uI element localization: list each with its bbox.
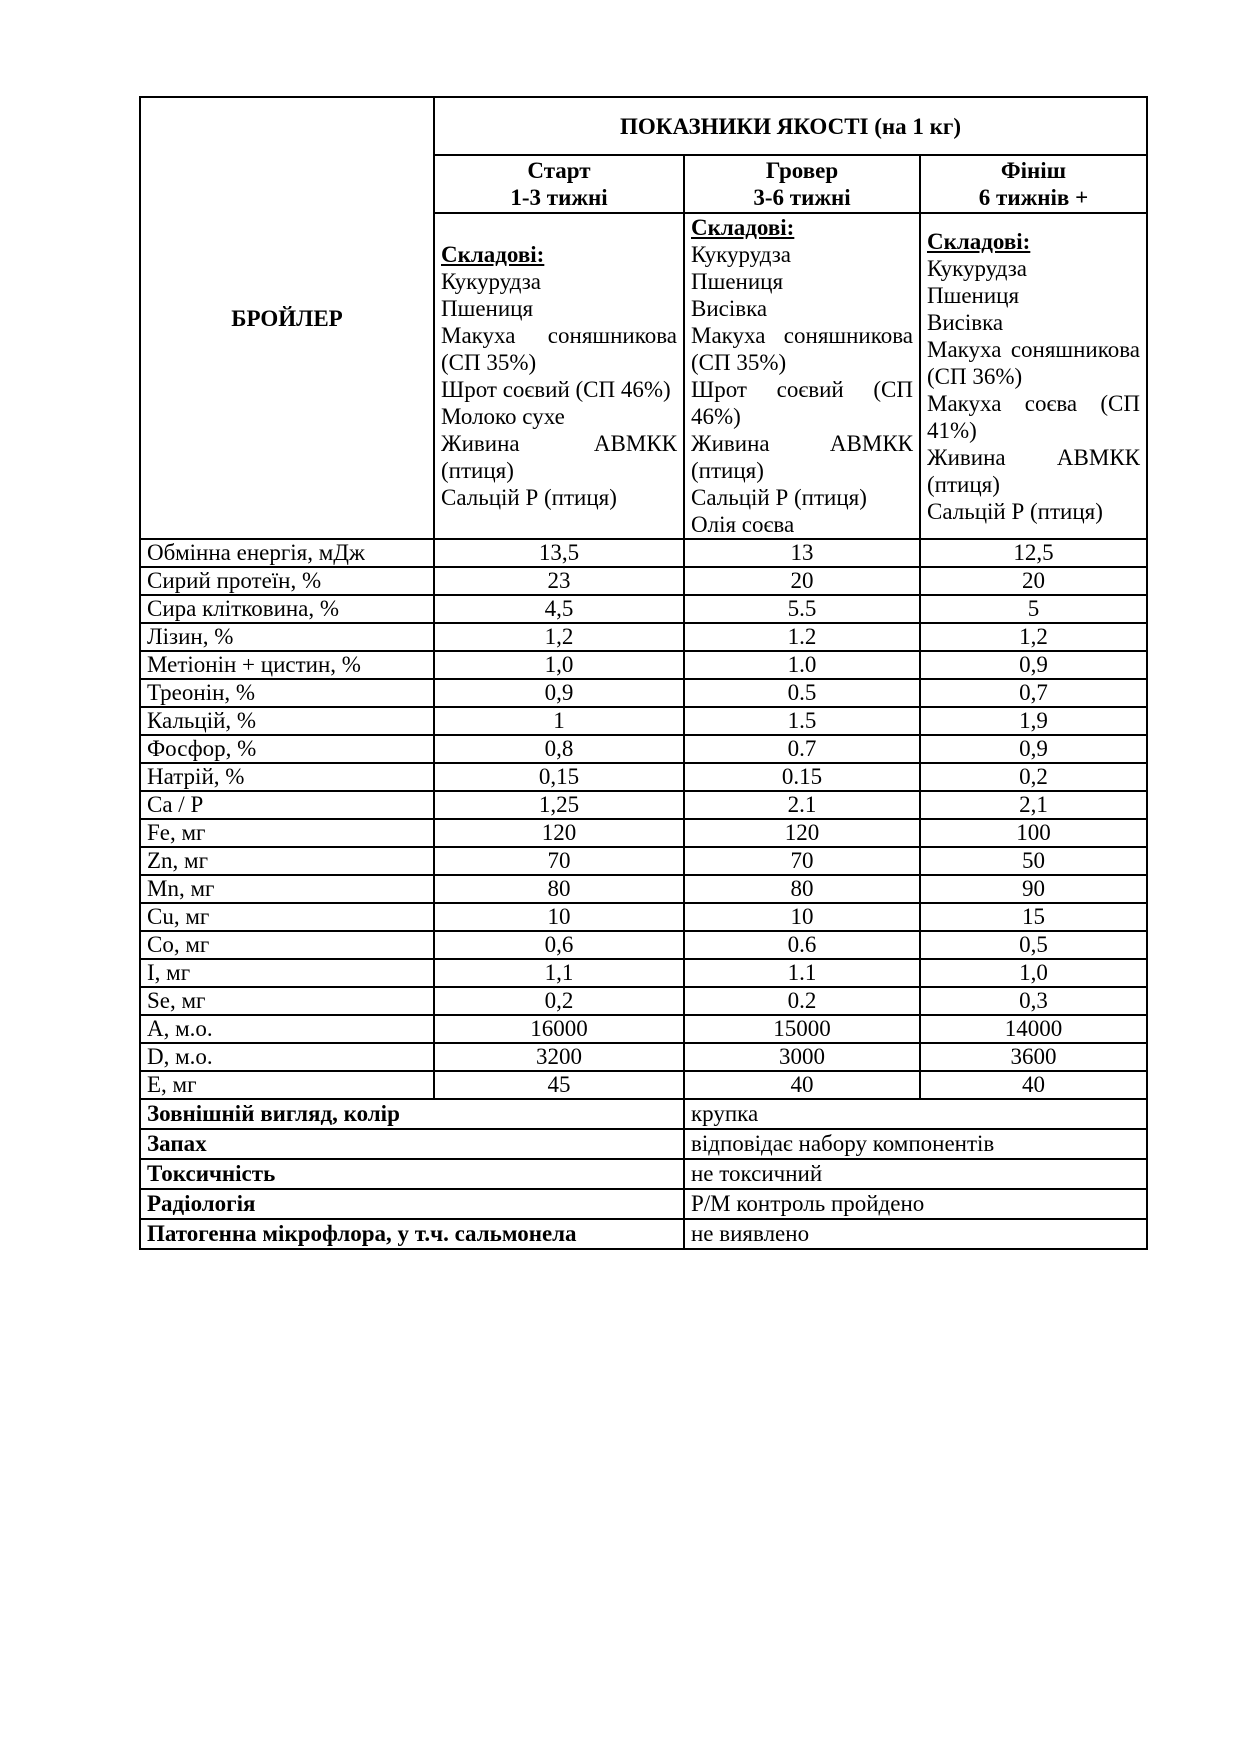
nutrient-name: Фосфор, % <box>140 735 434 763</box>
nutrient-value: 80 <box>684 875 920 903</box>
composition-grower <box>684 213 920 539</box>
nutrient-name: I, мг <box>140 959 434 987</box>
composition-finish <box>920 213 1147 539</box>
nutrient-value: 0,5 <box>920 931 1147 959</box>
nutrient-value: 4,5 <box>434 595 684 623</box>
nutrient-value: 14000 <box>920 1015 1147 1043</box>
composition-item: Пшениця <box>927 282 1020 308</box>
nutrient-name: Лізин, % <box>140 623 434 651</box>
nutrient-value: 0.5 <box>684 679 920 707</box>
nutrient-value: 2,1 <box>920 791 1147 819</box>
nutrient-value: 3000 <box>684 1043 920 1071</box>
nutrient-value: 0.2 <box>684 987 920 1015</box>
stage-name: Гровер <box>765 158 839 183</box>
nutrient-value: 3200 <box>434 1043 684 1071</box>
nutrient-row <box>140 651 1147 679</box>
nutrient-value: 50 <box>920 847 1147 875</box>
nutrient-row <box>140 903 1147 931</box>
property-row <box>140 1099 1147 1129</box>
nutrient-row <box>140 595 1147 623</box>
header-row-title <box>140 97 1147 155</box>
nutrient-value: 1 <box>434 707 684 735</box>
nutrient-row <box>140 1043 1147 1071</box>
nutrient-value: 1,1 <box>434 959 684 987</box>
composition-item: Макуха соєва (СП 41%) <box>927 390 1141 443</box>
nutrient-value: 2.1 <box>684 791 920 819</box>
nutrient-value: 0.6 <box>684 931 920 959</box>
property-row <box>140 1159 1147 1189</box>
quality-table <box>139 96 1148 1250</box>
nutrient-name: E, мг <box>140 1071 434 1099</box>
property-row <box>140 1219 1147 1249</box>
nutrient-row <box>140 735 1147 763</box>
composition-item: Висівка <box>927 309 1004 335</box>
nutrient-name: Co, мг <box>140 931 434 959</box>
nutrient-value: 0,9 <box>434 679 684 707</box>
property-name: Запах <box>140 1129 684 1159</box>
nutrient-row <box>140 1071 1147 1099</box>
composition-item: Сальцій Р (птиця) <box>927 498 1103 524</box>
nutrient-value: 10 <box>434 903 684 931</box>
property-name: Радіологія <box>140 1189 684 1219</box>
composition-item: Шрот соєвий (СП 46%) <box>691 377 913 429</box>
nutrient-value: 5 <box>920 595 1147 623</box>
nutrient-value: 1.0 <box>684 651 920 679</box>
nutrient-name: Натрій, % <box>140 763 434 791</box>
composition-item: Олія соєва <box>691 512 795 537</box>
property-row <box>140 1189 1147 1219</box>
nutrient-value: 23 <box>434 567 684 595</box>
property-name: Токсичність <box>140 1159 684 1189</box>
property-row <box>140 1129 1147 1159</box>
composition-title: Складові: <box>927 228 1031 254</box>
nutrient-value: 120 <box>684 819 920 847</box>
stage-period: 3-6 тижні <box>753 185 851 210</box>
nutrient-value: 1,0 <box>920 959 1147 987</box>
nutrient-name: Треонін, % <box>140 679 434 707</box>
stage-header-grower <box>684 155 920 213</box>
composition-item: Шрот соєвий (СП 46%) <box>441 377 671 402</box>
nutrient-row <box>140 819 1147 847</box>
nutrient-name: Обмінна енергія, мДж <box>140 539 434 567</box>
nutrient-row <box>140 875 1147 903</box>
composition-start <box>434 213 684 539</box>
nutrient-value: 1,9 <box>920 707 1147 735</box>
nutrient-value: 3600 <box>920 1043 1147 1071</box>
nutrient-row <box>140 679 1147 707</box>
nutrient-row <box>140 763 1147 791</box>
quality-title: ПОКАЗНИКИ ЯКОСТІ (на 1 кг) <box>434 97 1147 155</box>
stage-period: 1-3 тижні <box>510 185 608 210</box>
nutrient-value: 0,6 <box>434 931 684 959</box>
nutrient-value: 0,9 <box>920 651 1147 679</box>
nutrient-value: 40 <box>920 1071 1147 1099</box>
nutrient-value: 90 <box>920 875 1147 903</box>
property-name: Зовнішній вигляд, колір <box>140 1099 684 1129</box>
nutrient-value: 0.7 <box>684 735 920 763</box>
nutrient-value: 20 <box>920 567 1147 595</box>
composition-item: Живина АВМКК (птиця) <box>441 431 677 483</box>
nutrient-value: 70 <box>434 847 684 875</box>
nutrient-name: Метіонін + цистин, % <box>140 651 434 679</box>
property-value: не виявлено <box>684 1219 1147 1249</box>
property-value: не токсичний <box>684 1159 1147 1189</box>
nutrient-name: A, м.о. <box>140 1015 434 1043</box>
nutrient-value: 0,8 <box>434 735 684 763</box>
property-value: Р/М контроль пройдено <box>684 1189 1147 1219</box>
nutrient-value: 13,5 <box>434 539 684 567</box>
nutrient-name: Fe, мг <box>140 819 434 847</box>
nutrient-row <box>140 791 1147 819</box>
nutrient-row <box>140 987 1147 1015</box>
nutrient-value: 0,15 <box>434 763 684 791</box>
nutrient-value: 15 <box>920 903 1147 931</box>
nutrient-row <box>140 567 1147 595</box>
stage-header-start <box>434 155 684 213</box>
nutrient-value: 12,5 <box>920 539 1147 567</box>
nutrient-value: 80 <box>434 875 684 903</box>
nutrient-value: 0,7 <box>920 679 1147 707</box>
composition-item: Молоко сухе <box>441 404 565 429</box>
nutrient-row <box>140 931 1147 959</box>
composition-item: Сальцій Р (птиця) <box>691 485 867 510</box>
nutrient-value: 0,2 <box>434 987 684 1015</box>
product-name: БРОЙЛЕР <box>140 97 434 539</box>
nutrient-value: 0,3 <box>920 987 1147 1015</box>
nutrient-value: 1,25 <box>434 791 684 819</box>
nutrient-value: 1,0 <box>434 651 684 679</box>
nutrient-value: 1.5 <box>684 707 920 735</box>
nutrient-value: 1.1 <box>684 959 920 987</box>
stage-name: Старт <box>527 158 591 183</box>
nutrient-row <box>140 623 1147 651</box>
nutrient-name: D, м.о. <box>140 1043 434 1071</box>
nutrient-name: Zn, мг <box>140 847 434 875</box>
nutrient-value: 1,2 <box>920 623 1147 651</box>
nutrient-value: 1.2 <box>684 623 920 651</box>
composition-item: Пшениця <box>691 269 784 294</box>
nutrient-value: 10 <box>684 903 920 931</box>
property-name: Патогенна мікрофлора, у т.ч. сальмонела <box>140 1219 684 1249</box>
nutrient-row <box>140 707 1147 735</box>
nutrient-name: Se, мг <box>140 987 434 1015</box>
nutrient-value: 20 <box>684 567 920 595</box>
nutrient-name: Сира клітковина, % <box>140 595 434 623</box>
nutrient-value: 70 <box>684 847 920 875</box>
composition-item: Висівка <box>691 296 768 321</box>
composition-item: Кукурудза <box>927 255 1027 281</box>
nutrient-value: 16000 <box>434 1015 684 1043</box>
stage-name: Фініш <box>1000 158 1067 183</box>
nutrient-value: 0.15 <box>684 763 920 791</box>
composition-item: Макуха соняшникова (СП 36%) <box>927 336 1141 389</box>
nutrient-name: Ca / P <box>140 791 434 819</box>
nutrient-value: 13 <box>684 539 920 567</box>
composition-item: Живина АВМКК (птиця) <box>691 431 913 483</box>
nutrient-row <box>140 539 1147 567</box>
composition-item: Макуха соняшникова (СП 35%) <box>691 323 913 375</box>
nutrient-value: 1,2 <box>434 623 684 651</box>
nutrient-name: Mn, мг <box>140 875 434 903</box>
composition-item: Кукурудза <box>441 269 541 294</box>
nutrient-value: 5.5 <box>684 595 920 623</box>
stage-period: 6 тижнів + <box>978 185 1089 210</box>
nutrient-name: Cu, мг <box>140 903 434 931</box>
composition-item: Кукурудза <box>691 242 791 267</box>
nutrient-value: 0,9 <box>920 735 1147 763</box>
property-value: відповідає набору компонентів <box>684 1129 1147 1159</box>
composition-item: Пшениця <box>441 296 534 321</box>
nutrient-value: 40 <box>684 1071 920 1099</box>
nutrient-row <box>140 959 1147 987</box>
nutrient-row <box>140 1015 1147 1043</box>
composition-item: Сальцій Р (птиця) <box>441 485 617 510</box>
composition-item: Макуха соняшникова (СП 35%) <box>441 323 677 375</box>
composition-title: Складові: <box>691 215 795 240</box>
nutrient-name: Кальцій, % <box>140 707 434 735</box>
property-value: крупка <box>684 1099 1147 1129</box>
nutrient-value: 15000 <box>684 1015 920 1043</box>
nutrient-value: 0,2 <box>920 763 1147 791</box>
nutrient-name: Сирий протеїн, % <box>140 567 434 595</box>
composition-title: Складові: <box>441 242 545 267</box>
nutrient-value: 100 <box>920 819 1147 847</box>
nutrient-value: 120 <box>434 819 684 847</box>
nutrient-row <box>140 847 1147 875</box>
composition-item: Живина АВМКК (птиця) <box>927 444 1141 497</box>
stage-header-finish <box>920 155 1147 213</box>
nutrient-value: 45 <box>434 1071 684 1099</box>
